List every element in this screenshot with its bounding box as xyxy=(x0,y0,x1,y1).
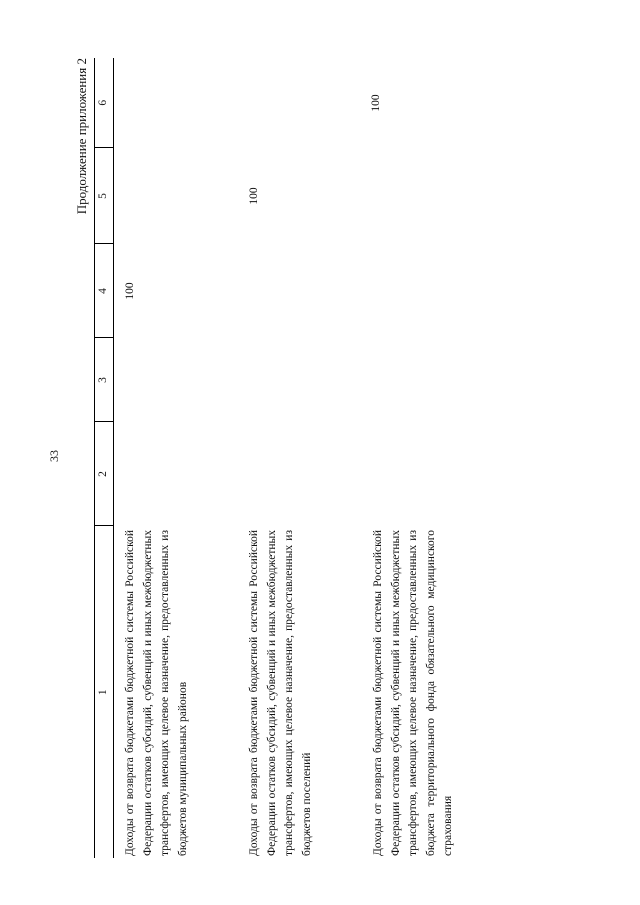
table-cell xyxy=(114,58,239,148)
column-header: 2 xyxy=(95,422,114,526)
row-name: Доходы от возврата бюджетами бюджетной системы Российской Федерации остатков субсидий, субвенций и иных межбюджетных трансфертов, имеющих целевое назначение, предоставленных из бюджета территориального фонда обязательного медицинского страхования xyxy=(372,530,454,856)
table-cell xyxy=(238,422,362,526)
table-cell: 100 xyxy=(248,187,260,205)
table-cell xyxy=(362,338,486,422)
budget-table xyxy=(94,58,486,858)
table-cell: 100 xyxy=(124,282,136,300)
table-cell xyxy=(114,422,239,526)
column-header: 4 xyxy=(95,244,114,338)
table-header-row xyxy=(95,58,114,858)
continuation-label: Продолжение приложения 2 xyxy=(74,58,89,215)
table-row xyxy=(362,58,486,858)
row-name: Доходы от возврата бюджетами бюджетной системы Российской Федерации остатков субсидий, субвенций и иных межбюджетных трансфертов, имеющих целевое назначение, предоставленных из бюджетов муниципальных районов xyxy=(124,530,189,856)
table-cell xyxy=(238,338,362,422)
table-cell xyxy=(114,338,239,422)
column-header: 6 xyxy=(95,58,114,148)
table-row xyxy=(238,58,362,858)
table-cell: 100 xyxy=(370,94,382,112)
table-cell xyxy=(362,148,486,244)
page-number: 33 xyxy=(46,450,61,462)
table-cell xyxy=(362,422,486,526)
table-cell xyxy=(238,244,362,338)
table-cell xyxy=(114,148,239,244)
table-cell xyxy=(362,244,486,338)
column-header: 1 xyxy=(95,526,114,858)
landscape-sheet xyxy=(74,58,590,858)
column-header: 3 xyxy=(95,338,114,422)
row-name: Доходы от возврата бюджетами бюджетной системы Российской Федерации остатков субсидий, субвенций и иных межбюджетных трансфертов, имеющих целевое назначение, предоставленных из бюджетов поселений xyxy=(248,530,313,856)
column-header: 5 xyxy=(95,148,114,244)
table-cell xyxy=(238,58,362,148)
table-row xyxy=(114,58,239,858)
